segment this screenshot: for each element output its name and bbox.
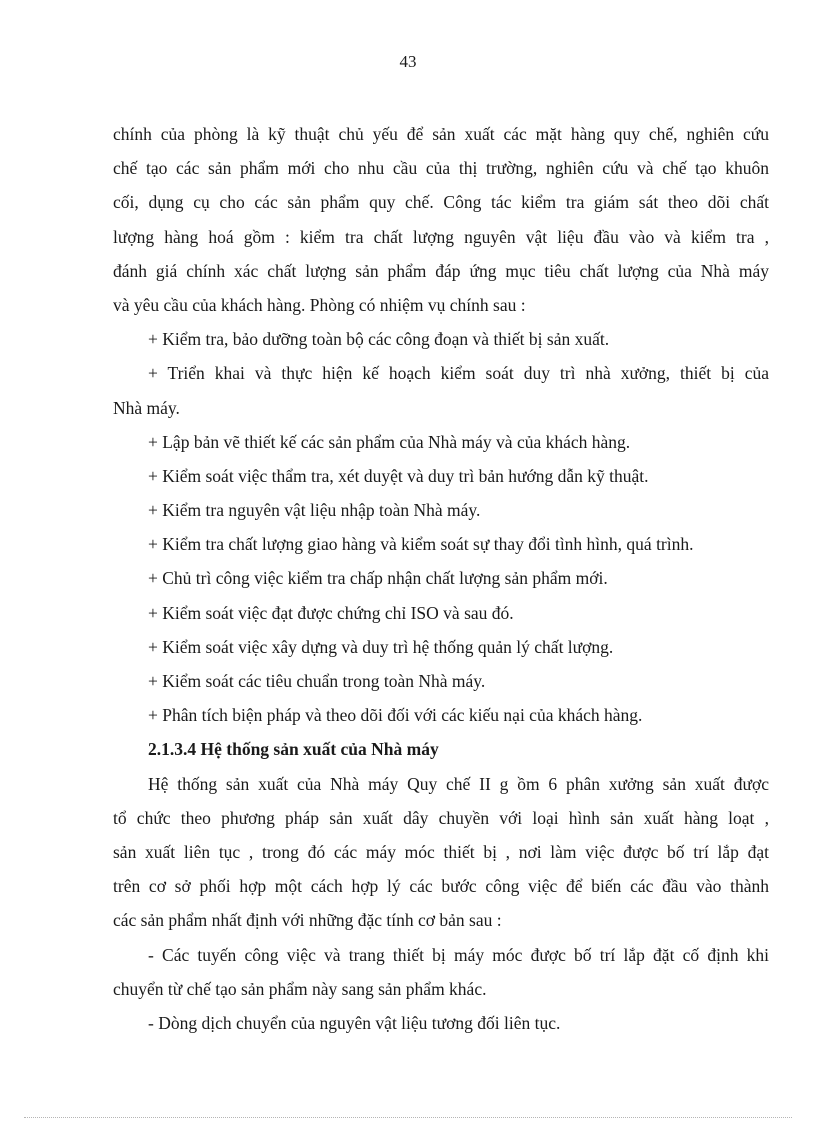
paragraph-line: các sản phẩm nhất định với những đặc tính cơ bản sau :: [113, 910, 502, 931]
list-item: + Kiểm soát các tiêu chuẩn trong toàn Nhà máy.: [148, 671, 486, 691]
list-item: + Lập bản vẽ thiết kế các sản phẩm của Nhà máy và của khách hàng.: [148, 431, 631, 452]
list-item-continuation: chuyển từ chế tạo sản phẩm này sang sản phẩm khác.: [113, 978, 487, 999]
section-heading: 2.1.3.4 Hệ thống sản xuất của Nhà máy: [148, 739, 439, 760]
list-item: - Các tuyến công việc và trang thiết bị máy móc được bố trí lắp đặt cố định khi: [148, 944, 769, 965]
paragraph-line: đánh giá chính xác chất lượng sản phẩm đáp ứng mục tiêu chất lượng của Nhà máy: [113, 260, 769, 281]
paragraph-line: lượng hàng hoá gồm : kiểm tra chất lượng nguyên vật liệu đầu vào và kiểm tra ,: [113, 226, 769, 247]
body-text: [113, 117, 769, 1040]
list-item: + Kiểm soát việc xây dựng và duy trì hệ thống quản lý chất lượng.: [148, 636, 614, 657]
page-number: 43: [399, 52, 417, 71]
list-item-continuation: Nhà máy.: [113, 397, 180, 418]
paragraph-line: tổ chức theo phương pháp sản xuất dây chuyền với loại hình sản xuất hàng loạt ,: [113, 807, 769, 828]
paragraph-line: chính của phòng là kỹ thuật chủ yếu để sản xuất các mặt hàng quy chế, nghiên cứu: [113, 124, 769, 144]
page-bottom-divider: [24, 1117, 792, 1118]
paragraph-line: chế tạo các sản phẩm mới cho nhu cầu của thị trường, nghiên cứu và chế tạo khuôn: [113, 158, 769, 179]
paragraph-line: Hệ thống sản xuất của Nhà máy Quy chế II g ồm 6 phân xưởng sản xuất được: [148, 773, 769, 794]
list-item: + Kiểm tra nguyên vật liệu nhập toàn Nhà máy.: [148, 500, 481, 521]
list-item: + Kiểm soát việc thẩm tra, xét duyệt và duy trì bản hướng dẫn kỹ thuật.: [148, 465, 649, 486]
paragraph-line: sản xuất liên tục , trong đó các máy móc thiết bị , nơi làm việc được bố trí lắp đạt: [113, 841, 769, 862]
paragraph-line: trên cơ sở phối hợp một cách hợp lý các bước công việc để biến các đầu vào thành: [113, 876, 769, 897]
paragraph-line: và yêu cầu của khách hàng. Phòng có nhiệm vụ chính sau :: [113, 294, 526, 315]
list-item: + Phân tích biện pháp và theo dõi đối với các kiếu nại của khách hàng.: [148, 705, 643, 726]
list-item: - Dòng dịch chuyển của nguyên vật liệu tương đối liên tục.: [148, 1012, 561, 1033]
list-item: + Kiểm tra, bảo dưỡng toàn bộ các công đoạn và thiết bị sản xuất.: [148, 329, 610, 350]
list-item: + Kiểm soát việc đạt được chứng chỉ ISO và sau đó.: [148, 602, 514, 623]
list-item: + Chủ trì công việc kiểm tra chấp nhận chất lượng sản phẩm mới.: [148, 568, 608, 589]
list-item: + Triển khai và thực hiện kế hoạch kiểm soát duy trì nhà xưởng, thiết bị của: [148, 363, 769, 384]
list-item: + Kiểm tra chất lượng giao hàng và kiểm soát sự thay đổi tình hình, quá trình.: [148, 534, 694, 555]
paragraph-line: cối, dụng cụ cho các sản phẩm quy chế. Công tác kiểm tra giám sát theo dõi chất: [113, 192, 769, 213]
